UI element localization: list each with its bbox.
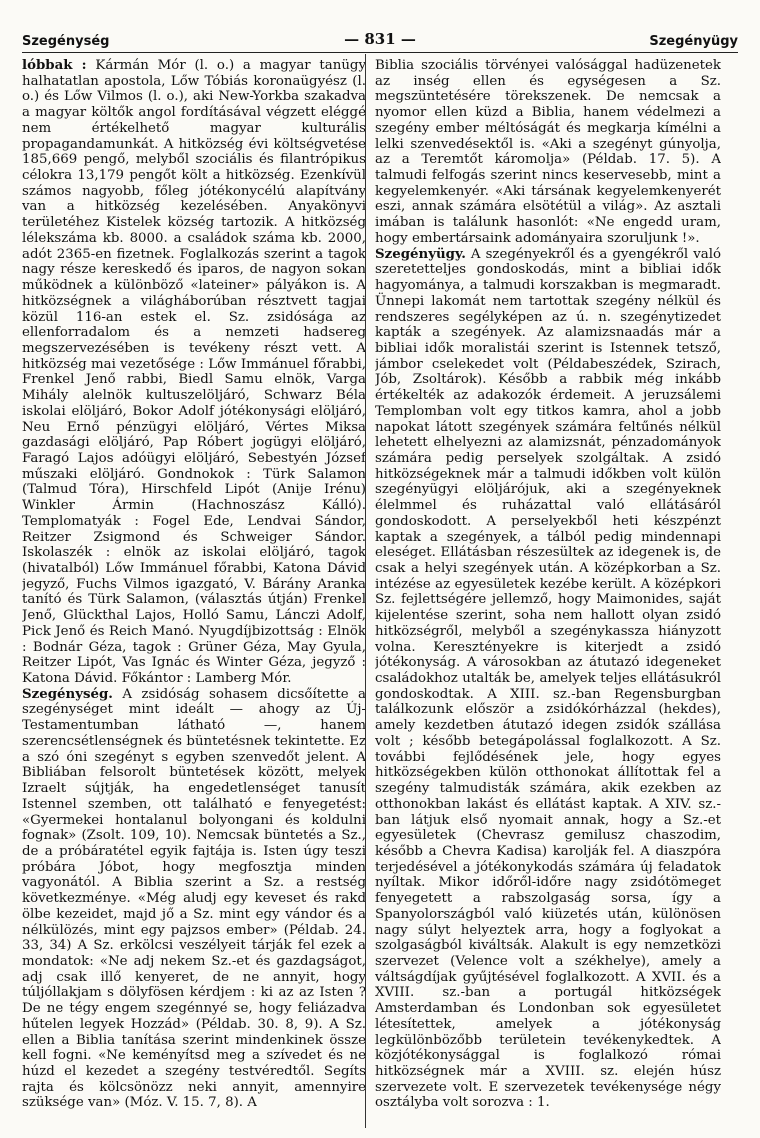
entry-headword: Szegénység. [22,685,113,702]
entry-szegenyugy [375,247,721,1112]
entry-continuation: Biblia szociális törvényei valósággal hadüzenetek az inség ellen és egységesen a Sz. megszüntetésére törekszenek. De nemcsak a nyomor ellen küzd a Biblia, hanem védelmezi a szegény ember méltóságát és megkarja kímélni a lelki szenvedésektől is. «Aki a szegényt gúnyolja, az a Teremtőt káromolja» (Példab. 17. 5). A talmudi felfogás szerint nincs keservesebb, mint a kegyelemkenyér. «Aki társának kegyelemkenyerét eszi, annak számára elsötétül a világ». Az asztali imában is találunk hasonlót: «Ne engedd uram, hogy embertársaink adományaira szoruljunk !». [375,58,721,246]
running-header [22,26,738,50]
entry-continuation [22,58,366,687]
right-column [375,58,721,1126]
entry-headword: Szegényügy. [375,245,466,262]
entry-szegenyseg [22,687,366,1111]
header-right-keyword: Szegényügy [649,34,738,49]
page-number: — 831 — [344,30,416,48]
entry-text: A zsidóság sohasem dicsőítette a szegénységet mint ideált — ahogy az Új-Testamentumban látható —, hanem szerencsétlenségnek és büntetésnek tekintette. Ez a szó óni szegényt s egyben szenvedőt jelent. A Bibliában felsorolt büntetések között, melyek Izraelt sújtják, ha engedetlenséget tanusít Istennel szemben, ott található e fenyegetést: «Gyermekei hontalanul bolyongani és koldulni fognak» (Zsolt. 109, 10). Nemcsak büntetés a Sz., de a próbáratétel egyik fajtája is. Isten úgy teszi próbára Jóbot, hogy megfosztja minden vagyonától. A Biblia szerint a Sz. a restség következménye. «Még aludj egy keveset és rakd ölbe kezeidet, majd jő a Sz. mint egy vándor és a nélkülözés, mint egy pajzsos ember» (Példab. 24. 33, 34) A Sz. erkölcsi veszélyeit tárják fel ezek a mondatok: «Ne adj nekem Sz.-et és gazdagságot, adj csak illő kenyeret, de ne annyit, hogy túljóllakjam s dölyfösen kérdjem : ki az az Isten ? De ne tégy engem szegénnyé se, hogy feliázadva hűtelen legyek Hozzád» (Példab. 30. 8, 9). A Sz. ellen a Biblia tanítása szerint mindenkinek össze kell fogni. «Ne keményítsd meg a szívedet és ne húzd el kezedet a szegény testvéredtől. Segíts rajta és kölcsönözz neki annyit, amennyire szüksége van» (Móz. V. 15. 7, 8). A [22,686,366,1111]
entry-text: Kármán Mór (l. o.) a magyar tanügy halhatatlan apostola, Lőw Tóbiás koronaügyész (l. o.) és Lőw Vilmos (l. o.), aki New-Yorkba szakadva a magyar költők angol fordításával végzett eléggé nem értékelhető magyar kulturális propagandamunkát. A hitközség évi költségvetése 185,669 pengő, melyből szociális és filantrópikus célokra 13,179 pengőt költ a hitközség. Ezenkívül számos nagyobb, főleg jótékonycélú alapítvány van a hitközség kezelésében. Anyakönyvi területéhez Kistelek község tartozik. A hitközség lélekszáma kb. 8000. a családok száma kb. 2000, adót 2365-en fizetnek. Foglalkozás szerint a tagok nagy része kereskedő és iparos, de nagyon sokan működnek a különböző «lateiner» pályákon is. A hitközségnek a világháborúban résztvett tagjai közül 116-an estek el. Sz. zsidósága az ellenforradalom és a nemzeti hadsereg megszervezésében is tevékeny részt vett. A hitközség mai vezetősége : Lőw Immánuel főrabbi, Frenkel Jenő rabbi, Biedl Samu elnök, Varga Mihály alelnök kultuszelöljáró, Schwarz Béla iskolai elöljáró, Bokor Adolf jótékonysági elöljáró, Neu Ernő pénzügyi elöljáró, Vértes Miksa gazdasági elöljáró, Pap Róbert jogügyi elöljáró, Faragó Lajos adóügyi elöljáró, Sebestyén József műszaki elöljáró. Gondnokok : Türk Salamon (Talmud Tóra), Hirschfeld Lipót (Anije Irénu) Winkler Ármin (Hachnoszász Kálló). Templomatyák : Fogel Ede, Lendvai Sándor, Reitzer Zsigmond és Schweiger Sándor. Iskolaszék : elnök az iskolai elöljáró, tagok (hivatalból) Lőw Immánuel főrabbi, Katona Dávid jegyző, Fuchs Vilmos igazgató, V. Bárány Aranka tanító és Türk Salamon, (választás útján) Frenkel Jenő, Glückthal Lajos, Holló Samu, Lánczi Adolf, Pick Jenő és Reich Manó. Nyugdíjbizottság : Elnök : Bodnár Géza, tagok : Grüner Géza, May Gyula, Reitzer Lipót, Vas Ignác és Winter Géza, jegyző : Katona Dávid. Főkántor : Lamberg Mór. [22,58,366,687]
header-left-keyword: Szegénység [22,34,110,49]
header-rule [22,52,738,53]
entry-text: A szegényekről és a gyengékről való szeretetteljes gondoskodás, mint a bibliai idők hagyománya, a talmudi korszakban is megmaradt. Ünnepi lakomát nem tartottak szegény nélkül és rendszeres segélyképen az ú. n. szegénytizedet kapták a szegények. Az alamizsnaadás már a bibliai idők moralistái szerint is Istennek tetsző, jámbor cselekedet volt (Példabeszédek, Szirach, Jób, Zsoltárok). Később a rabbik még inkább értékelték az adakozók érdemeit. A jeruzsálemi Templomban volt egy titkos kamra, ahol a jobb napokat látott szegények számára feltűnés nélkül lehetett elhelyezni az alamizsnát, pénzadományok számára pedig perselyek szolgáltak. A zsidó hitközségeknek már a talmudi időkben volt külön szegényügyi elöljárójuk, aki a szegényeknek élelmmel és ruházattal való ellátásáról gondoskodott. A perselyekből heti készpénzt kaptak a szegények, a tálból pedig mindennapi eleséget. Ellátásban részesültek az idegenek is, de csak a helyi szegények után. A középkorban a Sz. intézése az egyesületek kezébe került. A középkori Sz. fejlettségére jellemző, hogy Maimonides, saját kijelentése szerint, soha nem hallott olyan zsidó hitközségről, melyből a szegénykassza hiányzott volna. Keresztényekre is kiterjedt a zsidó jótékonyság. A városokban az átutazó idegeneket családokhoz utalták be, amelyek teljes ellátásukról gondoskodtak. A XIII. sz.-ban Regensburgban találkozunk először a zsidókórházzal (hekdes), amely kezdetben átutazó idegen zsidók szállása volt ; később betegápolással foglalkozott. A Sz. további fejlődésének jele, hogy egyes hitközségekben külön otthonokat állítottak fel a szegény talmudisták számára, akik ezekben az otthonokban lakást és ellátást kaptak. A XIV. sz.-ban látjuk első nyomait annak, hogy a Sz.-et egyesületek (Chevrasz gemilusz chaszodim, később a Chevra Kadisa) karolják fel. A diaszpóra terjedésével a jótékonykodás számára új feladatok nyíltak. Mikor időről-időre nagy zsidótömeget fenyegetett a rabszolgaság sorsa, így a Spanyolországból való kiüzetés után, különösen nagy súlyt helyeztek arra, hogy a foglyokat a szolgaságból kiváltsák. Alakult is egy nemzetközi szervezet (Velence volt a székhelye), amely a váltságdíjak gyűjtésével foglalkozott. A XVII. és a XVIII. sz.-ban a portugál hitközségek Amsterdamban és Londonban sok egyesületet létesítettek, amelyek a jótékonyság legkülönbözőbb területein tevékenykedtek. A közjótékonysággal is foglalkozó római hitközségnek már a XVIII. sz. elején húsz szervezete volt. E szervezetek tevékenysége négy osztályba volt sorozva : 1. [375,246,721,1111]
column-divider [365,54,366,1128]
lead-word: lóbbak : [22,58,87,73]
left-column [22,58,366,1126]
